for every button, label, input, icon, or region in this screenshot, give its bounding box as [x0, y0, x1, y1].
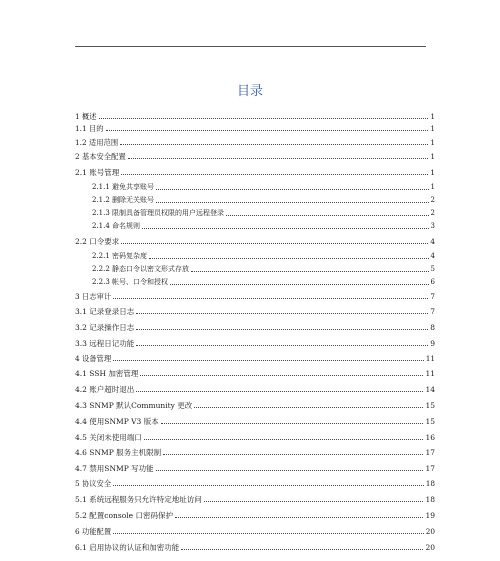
toc-entry-label: 2.1 账号管理	[75, 168, 120, 177]
toc-entry-page: 1	[430, 183, 435, 191]
toc-entry-label: 3.2 记录操作日志	[75, 323, 135, 332]
toc-entry-label: 4.6 SNMP 服务主机限制	[75, 448, 162, 457]
dot-leader	[113, 298, 428, 299]
dot-leader	[106, 130, 429, 131]
dot-leader	[120, 144, 428, 145]
toc-entry-label: 4 设备管理	[75, 354, 112, 363]
toc-entry-label: 2.1.4 命名规则	[92, 222, 141, 230]
toc-entry-page: 9	[430, 339, 435, 348]
dot-leader	[136, 391, 423, 392]
dot-leader	[204, 501, 424, 502]
toc-entry[interactable]	[75, 462, 435, 473]
dot-leader	[161, 423, 424, 424]
dot-leader	[170, 284, 428, 285]
toc-entry[interactable]	[75, 110, 435, 121]
toc-entry-page: 14	[425, 385, 435, 394]
toc-entry[interactable]	[75, 136, 435, 147]
toc-entry[interactable]	[75, 337, 435, 348]
toc-entry-label: 2 基本安全配置	[75, 152, 126, 161]
toc-entry-page: 19	[425, 511, 435, 520]
toc-entry-label: 2.1.3 限制具备管理员权限的用户远程登录	[92, 209, 225, 217]
toc-entry-page: 8	[430, 323, 435, 332]
dot-leader	[149, 258, 428, 259]
toc-entry-label: 6 功能配置	[75, 527, 112, 536]
dot-leader	[181, 549, 423, 550]
toc-entry-label: 2.1.1 避免共享账号	[92, 183, 155, 191]
dot-leader	[136, 329, 428, 330]
toc-entry-page: 2	[430, 196, 435, 204]
toc-entry[interactable]	[75, 181, 435, 192]
dot-leader	[113, 485, 424, 486]
dot-leader	[99, 118, 429, 119]
toc-entry-page: 1	[430, 152, 435, 161]
toc-entry-label: 1.1 目的	[75, 124, 104, 133]
toc-title: 目录	[236, 84, 263, 99]
toc-entry-label: 5.2 配置console 口密码保护	[75, 511, 173, 520]
toc-entry-label: 4.3 SNMP 默认Community 更改	[75, 401, 193, 410]
toc-entry-label: 5.1 系统远程服务只允许特定地址访问	[75, 495, 202, 504]
toc-entry-page: 20	[425, 543, 435, 552]
toc-entry-page: 7	[430, 307, 435, 316]
toc-entry[interactable]	[75, 194, 435, 205]
dot-leader	[163, 454, 423, 455]
toc-entry-page: 18	[425, 479, 435, 488]
toc-entry-label: 2.2.2 静态口令以密文形式存放	[92, 265, 190, 273]
toc-entry-page: 16	[425, 433, 435, 442]
toc-entry-page: 11	[425, 354, 435, 363]
toc-entry[interactable]	[75, 207, 435, 218]
toc-entry-page: 2	[430, 209, 435, 217]
toc-entry-label: 2.1.2 删除无关账号	[92, 196, 155, 204]
toc-entry-page: 4	[430, 252, 435, 260]
toc-entry[interactable]	[75, 276, 435, 287]
toc-entry[interactable]	[75, 415, 435, 426]
toc-entry-page: 7	[430, 292, 435, 301]
toc-entry-label: 3.3 远程日记功能	[75, 339, 135, 348]
toc-entry-label: 4.7 禁用SNMP 写功能	[75, 464, 154, 473]
dot-leader	[175, 517, 424, 518]
toc-entry-label: 2.2.1 密码复杂度	[92, 252, 148, 260]
toc-entry-page: 15	[425, 417, 435, 426]
toc-entry-page: 3	[430, 222, 435, 230]
dot-leader	[136, 313, 428, 314]
toc-entry-page: 18	[425, 495, 435, 504]
toc-entry-page: 1	[430, 168, 435, 177]
toc-entry[interactable]	[75, 541, 435, 552]
dot-leader	[156, 202, 428, 203]
toc-entry-page: 1	[430, 138, 435, 147]
dot-leader	[121, 174, 428, 175]
toc-entry-label: 1 概述	[75, 112, 97, 121]
toc-entry-label: 2.2 口令要求	[75, 237, 120, 246]
toc-entry[interactable]	[75, 150, 435, 161]
dot-leader	[226, 215, 428, 216]
toc-entry-label: 4.1 SSH 加密管理	[75, 369, 139, 378]
toc-entry-label: 2.2.3 帐号、口令和授权	[92, 278, 169, 286]
toc-entry-page: 1	[430, 124, 435, 133]
toc-entry-page: 5	[430, 265, 435, 273]
toc-entry-page: 20	[425, 527, 435, 536]
dot-leader	[128, 158, 429, 159]
toc-entry[interactable]	[75, 220, 435, 231]
toc-entry-page: 17	[425, 464, 435, 473]
toc-entry[interactable]	[75, 321, 435, 332]
dot-leader	[156, 189, 428, 190]
toc-entry[interactable]	[75, 509, 435, 520]
toc-entry-page: 15	[425, 401, 435, 410]
toc-entry[interactable]	[75, 235, 435, 246]
dot-leader	[191, 271, 428, 272]
dot-leader	[194, 407, 423, 408]
toc-entry-page: 17	[425, 448, 435, 457]
dot-leader	[156, 470, 424, 471]
dot-leader	[136, 345, 428, 346]
toc-entry[interactable]	[75, 477, 435, 488]
toc-entry-label: 4.4 使用SNMP V3 版本	[75, 417, 159, 426]
toc-entry[interactable]	[75, 166, 435, 177]
toc-entry[interactable]	[75, 352, 435, 363]
toc-entry[interactable]	[75, 446, 435, 457]
header-rule	[75, 46, 426, 47]
toc-entry-label: 4.2 账户超时退出	[75, 385, 135, 394]
toc-entry[interactable]	[75, 383, 435, 394]
toc-entry[interactable]	[75, 263, 435, 274]
dot-leader	[113, 360, 424, 361]
toc-entry[interactable]	[75, 493, 435, 504]
dot-leader	[121, 243, 428, 244]
toc-entry-label: 1.2 适用范围	[75, 138, 119, 147]
toc-entry-label: 6.1 启用协议的认证和加密功能	[75, 543, 180, 552]
toc-entry-label: 5 协议安全	[75, 479, 112, 488]
dot-leader	[113, 533, 424, 534]
toc-entry[interactable]	[75, 305, 435, 316]
toc-entry-page: 6	[430, 278, 435, 286]
dot-leader	[142, 228, 428, 229]
toc-entry[interactable]	[75, 290, 435, 301]
dot-leader	[144, 439, 424, 440]
toc-entry-page: 1	[430, 112, 435, 121]
toc-entry-label: 3 日志审计	[75, 292, 112, 301]
dot-leader	[140, 375, 423, 376]
toc-entry-page: 4	[430, 237, 435, 246]
toc-entry-label: 4.5 关闭未使用端口	[75, 433, 142, 442]
toc-entry[interactable]	[75, 525, 435, 536]
toc-entry-label: 3.1 记录登录日志	[75, 307, 135, 316]
toc-entry[interactable]	[75, 367, 435, 378]
toc-entry[interactable]	[75, 399, 435, 410]
toc-entry[interactable]	[75, 122, 435, 133]
toc-entry[interactable]	[75, 431, 435, 442]
toc-entry[interactable]	[75, 250, 435, 261]
toc-entry-page: 11	[425, 369, 435, 378]
